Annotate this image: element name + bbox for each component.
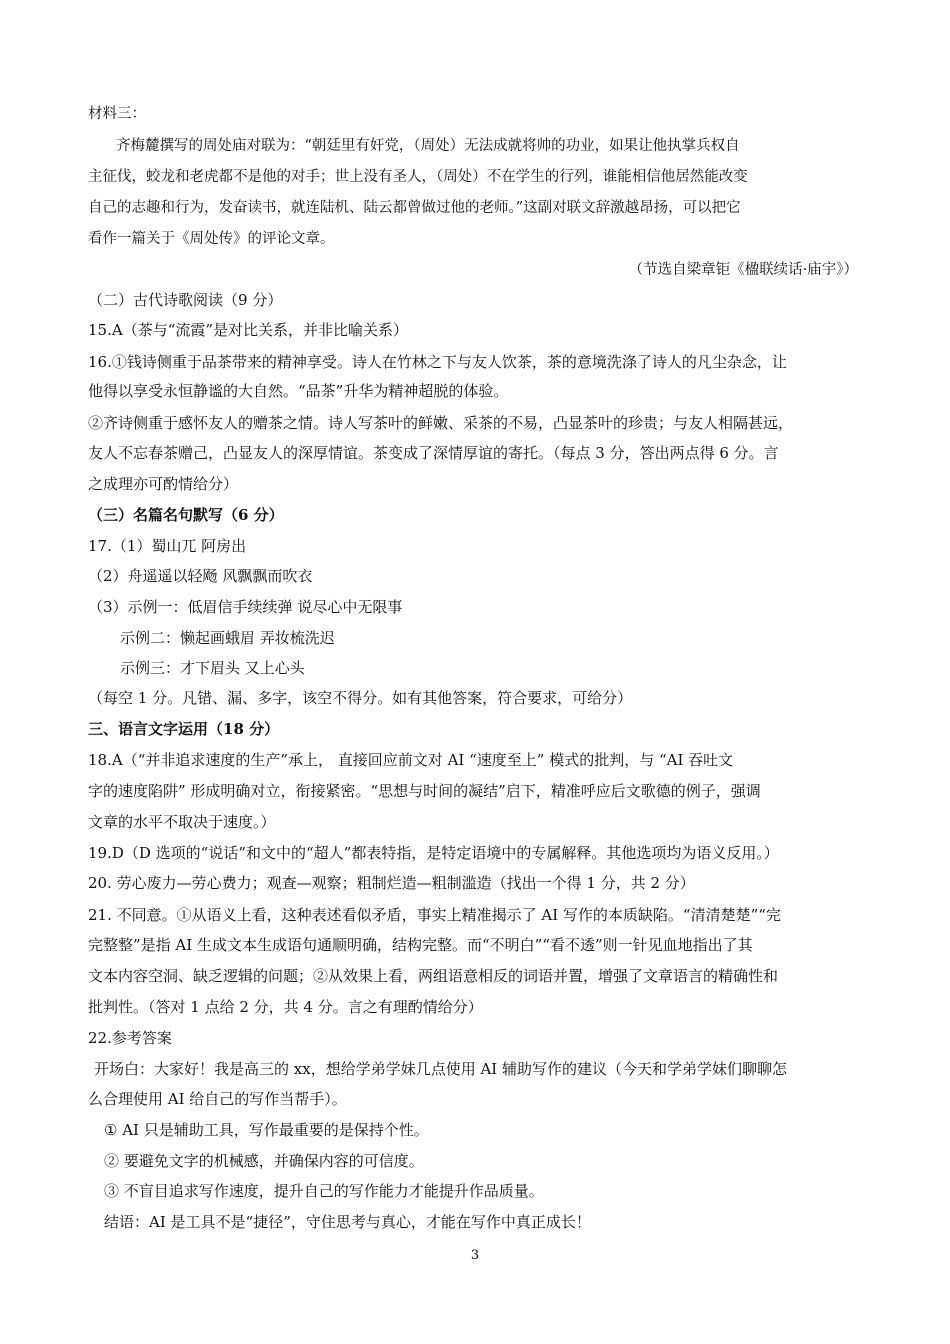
q22-point-3: ③ 不盲目追求写作速度，提升自己的写作能力才能提升作品质量。 (104, 1182, 544, 1200)
poetry-heading: （二）古代诗歌阅读（9 分） (88, 291, 283, 309)
q18-line-1: 18.A（“并非追求速度的生产”承上， 直接回应前文对 AI “速度至上” 模式的批判，与 “AI 吞吐文 (88, 751, 734, 769)
q17-line-1: 17.（1）蜀山兀 阿房出 (88, 537, 247, 555)
q16-line-4: 友人不忘春茶赠己，凸显友人的深厚情谊。茶变成了深情厚谊的寄托。（每点 3 分，答出两点得 6 分。言 (88, 444, 779, 462)
dictation-heading: （三）名篇名句默写（6 分） (88, 506, 284, 524)
page-number: 3 (470, 1248, 480, 1263)
q18-line-3: 文章的水平不取决于速度。） (88, 813, 276, 831)
q18-line-2: 字的速度陷阱” 形成明确对立，衔接紧密。“思想与时间的凝结”启下，精准呼应后文歌德的例子，强调 (88, 782, 761, 800)
q16-line-5: 之成理亦可酌情给分） (88, 475, 239, 493)
material3-line-4: 看作一篇关于《周处传》的评论文章。 (88, 231, 335, 247)
material3-line-2: 主征伐，蛟龙和老虎都不是他的对手；世上没有圣人，（周处）不在学生的行列，谁能相信他居然能改变 (88, 169, 748, 185)
q16-line-1: 16.①钱诗侧重于品茶带来的精神享受。诗人在竹林之下与友人饮茶，茶的意境洗涤了诗人的凡尘杂念，让 (88, 353, 787, 371)
q17-scoring-note: （每空 1 分。凡错、漏、多字，该空不得分。如有其他答案，符合要求，可给分） (88, 689, 633, 707)
material3-heading: 材料三： (88, 106, 146, 122)
q21-line-1: 21. 不同意。①从语义上看，这种表述看似矛盾，事实上精准揭示了 AI 写作的本质缺陷。“清清楚楚”“完 (88, 906, 781, 924)
q19-answer: 19.D（D 选项的“说话”和文中的“超人”都表特指，是特定语境中的专属解释。其他选项均为语义反用。） (88, 844, 779, 862)
material3-line-3: 自己的志趣和行为，发奋读书，就连陆机、陆云都曾做过他的老师。”这副对联文辞激越昂扬，可以把它 (88, 200, 741, 216)
q22-heading: 22.参考答案 (88, 1029, 172, 1047)
q17-line-5: 示例三：才下眉头 又上心头 (120, 659, 305, 677)
material3-line-1: 齐梅麓撰写的周处庙对联为：“朝廷里有奸党，（周处）无法成就将帅的功业，如果让他执掌兵权自 (116, 138, 740, 154)
q17-line-3: （3）示例一：低眉信手续续弹 说尽心中无限事 (88, 598, 403, 616)
q17-line-2: （2）舟遥遥以轻飏 风飘飘而吹衣 (88, 567, 313, 585)
q22-opening-line-2: 么合理使用 AI 给自己的写作当帮手）。 (88, 1090, 347, 1108)
q15-answer: 15.A（茶与“流霞”是对比关系，并非比喻关系） (88, 321, 409, 339)
q21-line-2: 完整整”是指 AI 生成文本生成语句通顺明确，结构完整。而“不明白”“看不透”则一针见血地指出了其 (88, 936, 753, 954)
q22-closing: 结语：AI 是工具不是“捷径”，守住思考与真心，才能在写作中真正成长！ (104, 1213, 591, 1231)
material3-source: （节选自梁章钜《楹联续话·庙宇》） (628, 262, 858, 278)
q21-line-4: 批判性。（答对 1 点给 2 分，共 4 分。言之有理酌情给分） (88, 998, 483, 1016)
q20-answer: 20. 劳心废力—劳心费力；观查—观察；粗制烂造—粗制滥造（找出一个得 1 分，共 2 分） (88, 874, 695, 892)
q22-point-2: ② 要避免文字的机械感，并确保内容的可信度。 (104, 1152, 424, 1170)
q21-line-3: 文本内容空洞、缺乏逻辑的问题；②从效果上看，两组语意相反的词语并置，增强了文章语言的精确性和 (88, 967, 779, 985)
q22-opening-line-1: 开场白：大家好！我是高三的 xx，想给学弟学妹几点使用 AI 辅助写作的建议（今天和学弟学妹们聊聊怎 (94, 1060, 787, 1078)
language-heading: 三、语言文字运用（18 分） (88, 720, 280, 738)
q17-line-4: 示例二：懒起画蛾眉 弄妆梳洗迟 (120, 629, 335, 647)
q22-point-1: ① AI 只是辅助工具，写作最重要的是保持个性。 (104, 1121, 429, 1139)
q16-line-2: 他得以享受永恒静谧的大自然。“品茶”升华为精神超脱的体验。 (88, 382, 509, 400)
q16-line-3: ②齐诗侧重于感怀友人的赠茶之情。诗人写茶叶的鲜嫩、采茶的不易，凸显茶叶的珍贵；与友人相隔甚远， (88, 414, 794, 432)
